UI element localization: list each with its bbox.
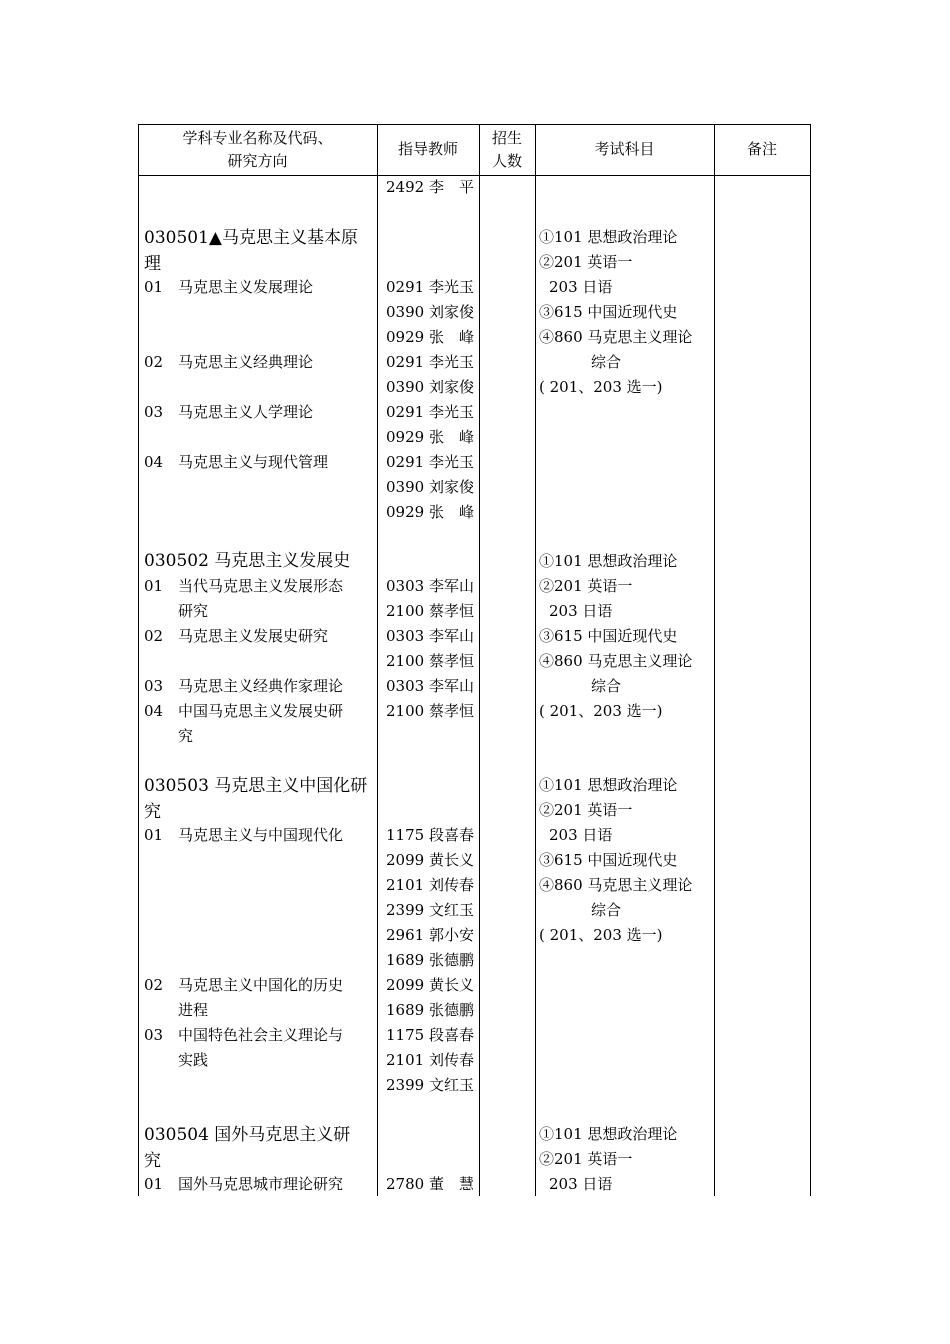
direction-number: 01 (144, 278, 164, 296)
direction-number: 03 (144, 1026, 164, 1044)
advisor-entry: 0303 李军山 (386, 677, 474, 695)
direction-name-continued: 研究 (178, 602, 209, 620)
exam-subject: ①101 思想政治理论 (539, 776, 678, 794)
exam-subject: 综合 (591, 353, 622, 371)
advisor-entry: 1175 段喜春 (386, 826, 474, 844)
exam-subject: ①101 思想政治理论 (539, 1125, 678, 1143)
advisor-entry: 2399 文红玉 (386, 1076, 474, 1094)
direction-name-continued: 进程 (178, 1001, 209, 1019)
advisor-entry: 0390 刘家俊 (386, 478, 474, 496)
exam-subject: 203 日语 (549, 826, 613, 844)
direction-number: 02 (144, 627, 164, 645)
exam-subject: ①101 思想政治理论 (539, 552, 678, 570)
table-border-left (138, 124, 139, 1196)
advisor-entry: 2780 董 慧 (386, 1175, 474, 1193)
advisor-entry: 2100 蔡孝恒 (386, 602, 474, 620)
advisor-entry: 1175 段喜春 (386, 1026, 474, 1044)
major-title-continued: 究 (144, 1151, 161, 1171)
direction-name: 当代马克思主义发展形态 (178, 577, 344, 595)
direction-number: 02 (144, 353, 164, 371)
advisor-entry: 0291 李光玉 (386, 353, 474, 371)
advisor-entry: 1689 张德鹏 (386, 1001, 474, 1019)
direction-name: 马克思主义发展史研究 (178, 627, 329, 645)
advisor-entry: 2961 郭小安 (386, 926, 474, 944)
advisor-entry: 0929 张 峰 (386, 328, 474, 346)
exam-subject: ③615 中国近现代史 (539, 303, 678, 321)
advisor-entry: 2101 刘传春 (386, 1051, 474, 1069)
column-divider (714, 124, 715, 1196)
advisor-entry: 0929 张 峰 (386, 428, 474, 446)
direction-name-continued: 究 (178, 727, 194, 745)
direction-number: 04 (144, 453, 164, 471)
exam-subject: ②201 英语一 (539, 577, 633, 595)
header-discipline: 学科专业名称及代码、 研究方向 (182, 128, 333, 170)
header-remarks: 备注 (746, 140, 777, 158)
direction-number: 02 (144, 976, 164, 994)
exam-subject: ①101 思想政治理论 (539, 228, 678, 246)
exam-note: ( 201、203 选一) (539, 702, 663, 720)
exam-subject: ②201 英语一 (539, 253, 633, 271)
exam-note: ( 201、203 选一) (539, 926, 663, 944)
exam-subject: ④860 马克思主义理论 (539, 328, 693, 346)
direction-number: 03 (144, 403, 164, 421)
advisor-entry: 2399 文红玉 (386, 901, 474, 919)
header-divider (138, 175, 811, 176)
major-title: 030501▲马克思主义基本原 (144, 228, 358, 248)
major-title: 030502 马克思主义发展史 (144, 551, 351, 571)
column-divider (479, 124, 480, 1196)
major-title: 030503 马克思主义中国化研 (144, 776, 368, 796)
advisor-entry: 2100 蔡孝恒 (386, 652, 474, 670)
exam-subject: ②201 英语一 (539, 1150, 633, 1168)
exam-subject: 综合 (591, 901, 622, 919)
advisor-entry: 0390 刘家俊 (386, 303, 474, 321)
direction-name: 马克思主义发展理论 (178, 278, 314, 296)
direction-number: 01 (144, 577, 164, 595)
major-title: 030504 国外马克思主义研 (144, 1125, 351, 1145)
direction-number: 04 (144, 702, 164, 720)
exam-subject: ③615 中国近现代史 (539, 627, 678, 645)
exam-subject: 203 日语 (549, 602, 613, 620)
table-border-right (810, 124, 811, 1196)
header-advisor: 指导教师 (397, 140, 458, 158)
direction-name: 马克思主义人学理论 (178, 403, 314, 421)
direction-name: 中国特色社会主义理论与 (178, 1026, 344, 1044)
exam-subject: 综合 (591, 677, 622, 695)
exam-subject: ④860 马克思主义理论 (539, 652, 693, 670)
column-divider (535, 124, 536, 1196)
advisor-entry: 1689 张德鹏 (386, 951, 474, 969)
direction-name: 马克思主义经典理论 (178, 353, 314, 371)
direction-number: 01 (144, 826, 164, 844)
exam-note: ( 201、203 选一) (539, 378, 663, 396)
advisor-entry: 0291 李光玉 (386, 278, 474, 296)
direction-name: 马克思主义中国化的历史 (178, 976, 344, 994)
advisor-entry: 0291 李光玉 (386, 453, 474, 471)
header-enrollment: 招生 人数 (491, 128, 522, 170)
direction-number: 03 (144, 677, 164, 695)
advisor-entry: 0303 李军山 (386, 577, 474, 595)
direction-name: 马克思主义与中国现代化 (178, 826, 344, 844)
direction-name-continued: 实践 (178, 1051, 209, 1069)
advisor-entry: 0929 张 峰 (386, 503, 474, 521)
advisor-entry: 2099 黄长义 (386, 976, 474, 994)
major-title-continued: 究 (144, 802, 161, 822)
exam-subject: ④860 马克思主义理论 (539, 876, 693, 894)
enrollment-table (138, 124, 811, 1196)
advisor-entry: 2099 黄长义 (386, 851, 474, 869)
direction-name: 国外马克思城市理论研究 (178, 1175, 344, 1193)
advisor-entry: 0291 李光玉 (386, 403, 474, 421)
direction-number: 01 (144, 1175, 164, 1193)
advisor-entry: 0303 李军山 (386, 627, 474, 645)
exam-subject: 203 日语 (549, 1175, 613, 1193)
advisor-entry: 2101 刘传春 (386, 876, 474, 894)
advisor-entry: 2492 李 平 (386, 178, 474, 196)
direction-name: 中国马克思主义发展史研 (178, 702, 344, 720)
direction-name: 马克思主义与现代管理 (178, 453, 329, 471)
exam-subject: ②201 英语一 (539, 801, 633, 819)
direction-name: 马克思主义经典作家理论 (178, 677, 344, 695)
exam-subject: ③615 中国近现代史 (539, 851, 678, 869)
header-exam-subjects: 考试科目 (594, 140, 655, 158)
column-divider (377, 124, 378, 1196)
advisor-entry: 0390 刘家俊 (386, 378, 474, 396)
major-title-continued: 理 (144, 254, 161, 274)
exam-subject: 203 日语 (549, 278, 613, 296)
advisor-entry: 2100 蔡孝恒 (386, 702, 474, 720)
